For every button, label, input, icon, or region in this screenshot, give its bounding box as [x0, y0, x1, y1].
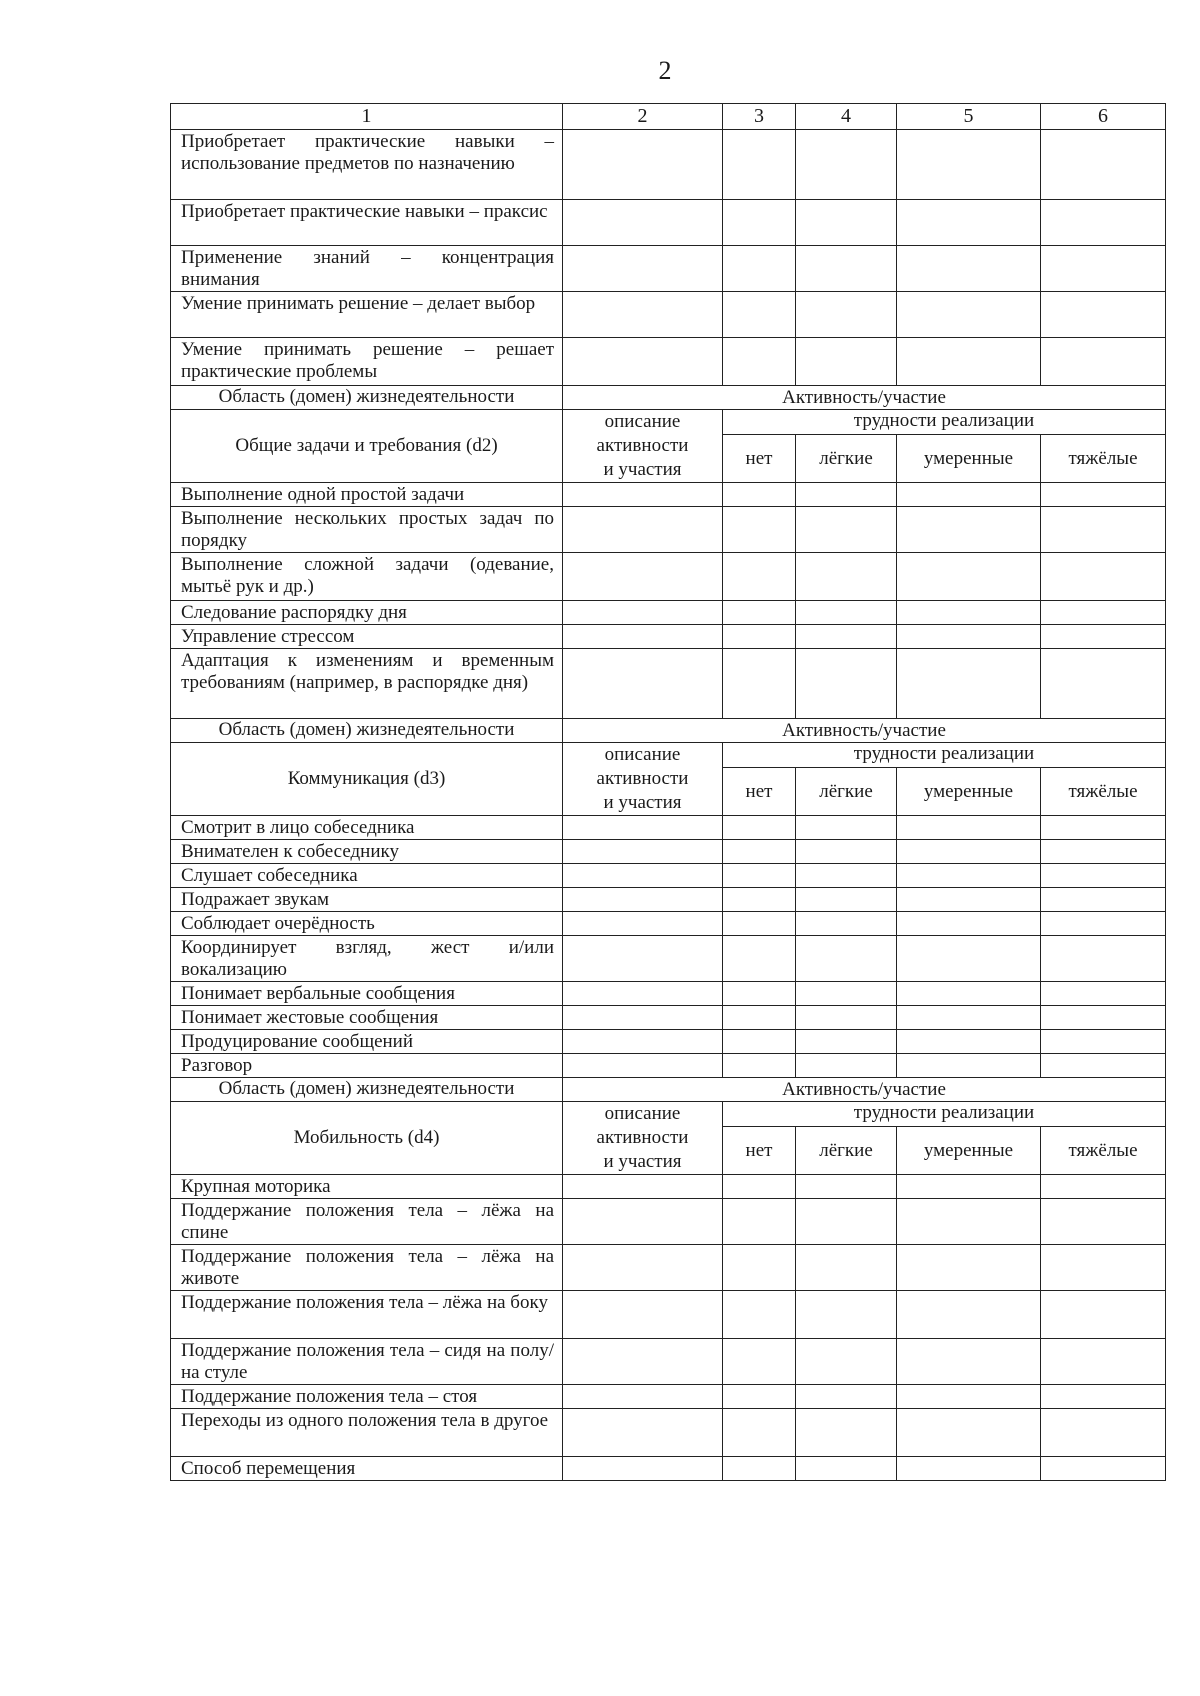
answer-cell-col-4[interactable]	[796, 1054, 897, 1078]
column-number-1: 1	[171, 104, 563, 130]
answer-cell-col-2[interactable]	[563, 625, 723, 649]
answer-cell-col-4[interactable]	[796, 1006, 897, 1030]
answer-cell-col-6[interactable]	[1041, 1291, 1166, 1339]
answer-cell-col-3[interactable]	[723, 864, 796, 888]
domain-label: Область (домен) жизнедеятельности	[171, 719, 563, 743]
answer-cell-col-2[interactable]	[563, 553, 723, 601]
row-label: Переходы из одного положения тела в другое	[171, 1409, 563, 1457]
answer-cell-col-2[interactable]	[563, 601, 723, 625]
answer-cell-col-5[interactable]	[897, 1409, 1041, 1457]
answer-cell-col-3[interactable]	[723, 1030, 796, 1054]
row-label: Понимает жестовые сообщения	[171, 1006, 563, 1030]
answer-cell-col-6[interactable]	[1041, 1199, 1166, 1245]
difficulty-none-header: нет	[723, 435, 796, 483]
answer-cell-col-6[interactable]	[1041, 507, 1166, 553]
answer-cell-col-4[interactable]	[796, 982, 897, 1006]
answer-cell-col-3[interactable]	[723, 936, 796, 982]
answer-cell-col-5[interactable]	[897, 649, 1041, 719]
row-label: Координирует взгляд, жест и/или вокализацию	[171, 936, 563, 982]
answer-cell-col-6[interactable]	[1041, 912, 1166, 936]
answer-cell-col-4[interactable]	[796, 1385, 897, 1409]
answer-cell-col-2[interactable]	[563, 936, 723, 982]
table-row	[171, 1054, 1166, 1078]
answer-cell-col-6[interactable]	[1041, 1409, 1166, 1457]
answer-cell-col-5[interactable]	[897, 200, 1041, 246]
description-header-line: описание	[604, 744, 681, 765]
page-number: 2	[658, 56, 672, 85]
description-header-line: описание	[604, 411, 681, 432]
answer-cell-col-4[interactable]	[796, 936, 897, 982]
answer-cell-col-3[interactable]	[723, 649, 796, 719]
difficulties-header: трудности реализации	[723, 1102, 1166, 1127]
difficulty-severe-header: тяжёлые	[1041, 768, 1166, 816]
answer-cell-col-2[interactable]	[563, 1199, 723, 1245]
difficulty-light-header: лёгкие	[796, 768, 897, 816]
answer-cell-col-5[interactable]	[897, 888, 1041, 912]
activity-participation-header: Активность/участие	[563, 719, 1166, 743]
answer-cell-col-5[interactable]	[897, 338, 1041, 386]
row-label: Поддержание положения тела – стоя	[171, 1385, 563, 1409]
answer-cell-col-3[interactable]	[723, 1245, 796, 1291]
answer-cell-col-6[interactable]	[1041, 130, 1166, 200]
answer-cell-col-3[interactable]	[723, 553, 796, 601]
answer-cell-col-5[interactable]	[897, 1175, 1041, 1199]
answer-cell-col-2[interactable]	[563, 483, 723, 507]
table-row	[171, 553, 1166, 601]
table-row	[171, 864, 1166, 888]
row-label: Умение принимать решение – решает практические проблемы	[171, 338, 563, 386]
table-row	[171, 1030, 1166, 1054]
answer-cell-col-5[interactable]	[897, 625, 1041, 649]
row-label: Продуцирование сообщений	[171, 1030, 563, 1054]
answer-cell-col-6[interactable]	[1041, 888, 1166, 912]
answer-cell-col-4[interactable]	[796, 553, 897, 601]
answer-cell-col-6[interactable]	[1041, 292, 1166, 338]
activity-participation-header: Активность/участие	[563, 1078, 1166, 1102]
answer-cell-col-2[interactable]	[563, 1030, 723, 1054]
difficulty-light-header: лёгкие	[796, 435, 897, 483]
answer-cell-col-4[interactable]	[796, 130, 897, 200]
domain-label: Область (домен) жизнедеятельности	[171, 1078, 563, 1102]
answer-cell-col-3[interactable]	[723, 292, 796, 338]
answer-cell-col-2[interactable]	[563, 649, 723, 719]
answer-cell-col-6[interactable]	[1041, 601, 1166, 625]
table-row	[171, 1457, 1166, 1481]
difficulty-moderate-header: умеренные	[897, 435, 1041, 483]
answer-cell-col-5[interactable]	[897, 130, 1041, 200]
answer-cell-col-2[interactable]	[563, 912, 723, 936]
answer-cell-col-2[interactable]	[563, 982, 723, 1006]
table-row	[171, 601, 1166, 625]
answer-cell-col-4[interactable]	[796, 1457, 897, 1481]
answer-cell-col-6[interactable]	[1041, 1457, 1166, 1481]
answer-cell-col-4[interactable]	[796, 292, 897, 338]
answer-cell-col-5[interactable]	[897, 292, 1041, 338]
difficulty-none-header: нет	[723, 1127, 796, 1175]
difficulty-moderate-header: умеренные	[897, 1127, 1041, 1175]
answer-cell-col-5[interactable]	[897, 1457, 1041, 1481]
answer-cell-col-5[interactable]	[897, 1199, 1041, 1245]
description-header	[563, 1102, 723, 1175]
row-label: Поддержание положения тела – сидя на полу/на стуле	[171, 1339, 563, 1385]
answer-cell-col-4[interactable]	[796, 816, 897, 840]
answer-cell-col-5[interactable]	[897, 246, 1041, 292]
answer-cell-col-5[interactable]	[897, 936, 1041, 982]
table-row	[171, 1245, 1166, 1291]
row-label: Умение принимать решение – делает выбор	[171, 292, 563, 338]
answer-cell-col-6[interactable]	[1041, 553, 1166, 601]
row-label: Применение знаний – концентрация внимания	[171, 246, 563, 292]
description-header-line: и участия	[603, 459, 682, 480]
row-label: Приобретает практические навыки – использование предметов по назначению	[171, 130, 563, 200]
row-label: Крупная моторика	[171, 1175, 563, 1199]
description-header	[563, 410, 723, 483]
description-header-line: активности	[596, 768, 689, 789]
answer-cell-col-6[interactable]	[1041, 338, 1166, 386]
answer-cell-col-2[interactable]	[563, 292, 723, 338]
answer-cell-col-6[interactable]	[1041, 1385, 1166, 1409]
row-label: Способ перемещения	[171, 1457, 563, 1481]
row-label: Адаптация к изменениям и временным требованиям (например, в распорядке дня)	[171, 649, 563, 719]
row-label: Приобретает практические навыки – праксис	[171, 200, 563, 246]
answer-cell-col-6[interactable]	[1041, 649, 1166, 719]
answer-cell-col-4[interactable]	[796, 200, 897, 246]
row-label: Понимает вербальные сообщения	[171, 982, 563, 1006]
answer-cell-col-3[interactable]	[723, 1339, 796, 1385]
answer-cell-col-6[interactable]	[1041, 816, 1166, 840]
difficulty-light-header: лёгкие	[796, 1127, 897, 1175]
table-row	[171, 1385, 1166, 1409]
row-label: Выполнение одной простой задачи	[171, 483, 563, 507]
row-label: Разговор	[171, 1054, 563, 1078]
answer-cell-col-2[interactable]	[563, 246, 723, 292]
answer-cell-col-3[interactable]	[723, 483, 796, 507]
answer-cell-col-6[interactable]	[1041, 936, 1166, 982]
answer-cell-col-2[interactable]	[563, 200, 723, 246]
table-row	[171, 649, 1166, 719]
answer-cell-col-6[interactable]	[1041, 864, 1166, 888]
answer-cell-col-3[interactable]	[723, 888, 796, 912]
answer-cell-col-6[interactable]	[1041, 625, 1166, 649]
section-title: Мобильность (d4)	[171, 1102, 563, 1175]
answer-cell-col-4[interactable]	[796, 483, 897, 507]
answer-cell-col-2[interactable]	[563, 338, 723, 386]
row-label: Смотрит в лицо собеседника	[171, 816, 563, 840]
table-row	[171, 816, 1166, 840]
answer-cell-col-3[interactable]	[723, 246, 796, 292]
answer-cell-col-6[interactable]	[1041, 1339, 1166, 1385]
difficulty-none-header: нет	[723, 768, 796, 816]
column-number-4: 4	[796, 104, 897, 130]
answer-cell-col-4[interactable]	[796, 507, 897, 553]
answer-cell-col-3[interactable]	[723, 1175, 796, 1199]
answer-cell-col-5[interactable]	[897, 864, 1041, 888]
row-label: Выполнение сложной задачи (одевание, мытьё рук и др.)	[171, 553, 563, 601]
answer-cell-col-2[interactable]	[563, 1291, 723, 1339]
answer-cell-col-4[interactable]	[796, 1245, 897, 1291]
answer-cell-col-3[interactable]	[723, 130, 796, 200]
answer-cell-col-4[interactable]	[796, 1339, 897, 1385]
answer-cell-col-2[interactable]	[563, 1339, 723, 1385]
answer-cell-col-6[interactable]	[1041, 200, 1166, 246]
table-row	[171, 1199, 1166, 1245]
table-row	[171, 888, 1166, 912]
table-row	[171, 1339, 1166, 1385]
answer-cell-col-4[interactable]	[796, 246, 897, 292]
answer-cell-col-5[interactable]	[897, 1245, 1041, 1291]
answer-cell-col-3[interactable]	[723, 840, 796, 864]
answer-cell-col-3[interactable]	[723, 1457, 796, 1481]
answer-cell-col-4[interactable]	[796, 649, 897, 719]
difficulties-header: трудности реализации	[723, 743, 1166, 768]
table-row	[171, 130, 1166, 200]
row-label: Слушает собеседника	[171, 864, 563, 888]
table-row	[171, 743, 1166, 768]
description-header-line: активности	[596, 1127, 689, 1148]
description-header-line: и участия	[603, 1151, 682, 1172]
answer-cell-col-5[interactable]	[897, 1339, 1041, 1385]
section-title: Общие задачи и требования (d2)	[171, 410, 563, 483]
answer-cell-col-5[interactable]	[897, 1006, 1041, 1030]
table-row	[171, 982, 1166, 1006]
answer-cell-col-2[interactable]	[563, 1385, 723, 1409]
table-row	[171, 912, 1166, 936]
table-row	[171, 483, 1166, 507]
row-label: Поддержание положения тела – лёжа на животе	[171, 1245, 563, 1291]
answer-cell-col-2[interactable]	[563, 130, 723, 200]
table-row	[171, 292, 1166, 338]
difficulty-severe-header: тяжёлые	[1041, 1127, 1166, 1175]
answer-cell-col-2[interactable]	[563, 1457, 723, 1481]
answer-cell-col-5[interactable]	[897, 1385, 1041, 1409]
answer-cell-col-5[interactable]	[897, 553, 1041, 601]
table-row	[171, 1006, 1166, 1030]
description-header	[563, 743, 723, 816]
answer-cell-col-5[interactable]	[897, 1291, 1041, 1339]
answer-cell-col-3[interactable]	[723, 1054, 796, 1078]
row-label: Подражает звукам	[171, 888, 563, 912]
answer-cell-col-5[interactable]	[897, 840, 1041, 864]
answer-cell-col-4[interactable]	[796, 1199, 897, 1245]
answer-cell-col-4[interactable]	[796, 625, 897, 649]
table-row	[171, 338, 1166, 386]
column-number-2: 2	[563, 104, 723, 130]
row-label: Соблюдает очерёдность	[171, 912, 563, 936]
answer-cell-col-6[interactable]	[1041, 840, 1166, 864]
answer-cell-col-3[interactable]	[723, 601, 796, 625]
table-row	[171, 507, 1166, 553]
table-row	[171, 246, 1166, 292]
row-label: Поддержание положения тела – лёжа на спине	[171, 1199, 563, 1245]
table-row	[171, 936, 1166, 982]
table-row	[171, 719, 1166, 743]
answer-cell-col-4[interactable]	[796, 912, 897, 936]
table-row	[171, 1409, 1166, 1457]
answer-cell-col-2[interactable]	[563, 1006, 723, 1030]
answer-cell-col-5[interactable]	[897, 1030, 1041, 1054]
difficulty-moderate-header: умеренные	[897, 768, 1041, 816]
answer-cell-col-3[interactable]	[723, 816, 796, 840]
answer-cell-col-3[interactable]	[723, 1291, 796, 1339]
row-label: Управление стрессом	[171, 625, 563, 649]
answer-cell-col-5[interactable]	[897, 1054, 1041, 1078]
column-number-3: 3	[723, 104, 796, 130]
table-row	[171, 386, 1166, 410]
description-header-line: активности	[596, 435, 689, 456]
answer-cell-col-3[interactable]	[723, 1199, 796, 1245]
difficulty-severe-header: тяжёлые	[1041, 435, 1166, 483]
answer-cell-col-2[interactable]	[563, 1054, 723, 1078]
table-row	[171, 625, 1166, 649]
row-label: Следование распорядку дня	[171, 601, 563, 625]
answer-cell-col-6[interactable]	[1041, 1245, 1166, 1291]
answer-cell-col-3[interactable]	[723, 507, 796, 553]
answer-cell-col-2[interactable]	[563, 840, 723, 864]
answer-cell-col-3[interactable]	[723, 1385, 796, 1409]
table-row	[171, 200, 1166, 246]
answer-cell-col-3[interactable]	[723, 200, 796, 246]
domain-label: Область (домен) жизнедеятельности	[171, 386, 563, 410]
answer-cell-col-6[interactable]	[1041, 982, 1166, 1006]
answer-cell-col-4[interactable]	[796, 1030, 897, 1054]
column-number-6: 6	[1041, 104, 1166, 130]
table-row	[171, 1102, 1166, 1127]
row-label: Поддержание положения тела – лёжа на боку	[171, 1291, 563, 1339]
table-row	[171, 104, 1166, 130]
answer-cell-col-4[interactable]	[796, 1409, 897, 1457]
answer-cell-col-5[interactable]	[897, 816, 1041, 840]
description-header-line: и участия	[603, 792, 682, 813]
table-body	[171, 104, 1166, 1481]
answer-cell-col-5[interactable]	[897, 912, 1041, 936]
answer-cell-col-3[interactable]	[723, 1006, 796, 1030]
row-label: Выполнение нескольких простых задач по порядку	[171, 507, 563, 553]
column-number-5: 5	[897, 104, 1041, 130]
description-header-line: описание	[604, 1103, 681, 1124]
answer-cell-col-3[interactable]	[723, 912, 796, 936]
answer-cell-col-4[interactable]	[796, 888, 897, 912]
answer-cell-col-3[interactable]	[723, 1409, 796, 1457]
answer-cell-col-4[interactable]	[796, 338, 897, 386]
table-row	[171, 1291, 1166, 1339]
assessment-table	[170, 103, 1166, 1481]
answer-cell-col-5[interactable]	[897, 507, 1041, 553]
answer-cell-col-2[interactable]	[563, 1409, 723, 1457]
answer-cell-col-2[interactable]	[563, 816, 723, 840]
answer-cell-col-3[interactable]	[723, 982, 796, 1006]
activity-participation-header: Активность/участие	[563, 386, 1166, 410]
answer-cell-col-2[interactable]	[563, 864, 723, 888]
table-row	[171, 1175, 1166, 1199]
answer-cell-col-3[interactable]	[723, 338, 796, 386]
answer-cell-col-6[interactable]	[1041, 1030, 1166, 1054]
answer-cell-col-3[interactable]	[723, 625, 796, 649]
answer-cell-col-2[interactable]	[563, 1175, 723, 1199]
answer-cell-col-6[interactable]	[1041, 1006, 1166, 1030]
answer-cell-col-4[interactable]	[796, 1175, 897, 1199]
table-row	[171, 1078, 1166, 1102]
answer-cell-col-6[interactable]	[1041, 1054, 1166, 1078]
answer-cell-col-4[interactable]	[796, 601, 897, 625]
answer-cell-col-4[interactable]	[796, 1291, 897, 1339]
answer-cell-col-4[interactable]	[796, 864, 897, 888]
answer-cell-col-2[interactable]	[563, 888, 723, 912]
answer-cell-col-2[interactable]	[563, 507, 723, 553]
answer-cell-col-6[interactable]	[1041, 1175, 1166, 1199]
table-row	[171, 410, 1166, 435]
answer-cell-col-6[interactable]	[1041, 483, 1166, 507]
answer-cell-col-5[interactable]	[897, 483, 1041, 507]
answer-cell-col-6[interactable]	[1041, 246, 1166, 292]
table-row	[171, 840, 1166, 864]
row-label: Внимателен к собеседнику	[171, 840, 563, 864]
difficulties-header: трудности реализации	[723, 410, 1166, 435]
answer-cell-col-5[interactable]	[897, 982, 1041, 1006]
answer-cell-col-5[interactable]	[897, 601, 1041, 625]
section-title: Коммуникация (d3)	[171, 743, 563, 816]
answer-cell-col-2[interactable]	[563, 1245, 723, 1291]
answer-cell-col-4[interactable]	[796, 840, 897, 864]
